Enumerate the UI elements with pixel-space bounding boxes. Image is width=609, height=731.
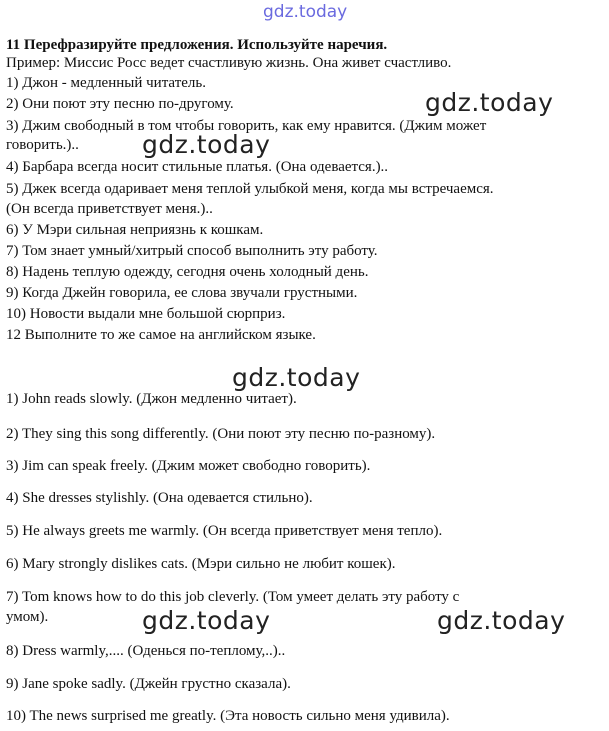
- answer-item: 1) John reads slowly. (Джон медленно читает).: [6, 391, 297, 407]
- watermark: gdz.today: [142, 130, 271, 159]
- task-11-item: 9) Когда Джейн говорила, ее слова звучали грустными.: [6, 285, 358, 301]
- task-11-example: Пример: Миссис Росс ведет счастливую жизнь. Она живет счастливо.: [6, 55, 452, 71]
- task-11-item: 8) Надень теплую одежду, сегодня очень холодный день.: [6, 264, 369, 280]
- task-11-item: 5) Джек всегда одаривает меня теплой улыбкой меня, когда мы встречаемся.: [6, 181, 494, 197]
- answer-item: 8) Dress warmly,.... (Оденься по-теплому,..)..: [6, 643, 286, 659]
- answer-item: 10) The news surprised me greatly. (Эта новость сильно меня удивила).: [6, 708, 450, 724]
- answer-item: 4) She dresses stylishly. (Она одевается стильно).: [6, 490, 313, 506]
- task-11-item: (Он всегда приветствует меня.)..: [6, 201, 213, 217]
- watermark: gdz.today: [232, 363, 361, 392]
- task-11-item: 10) Новости выдали мне большой сюрприз.: [6, 306, 286, 322]
- task-11-item: 6) У Мэри сильная неприязнь к кошкам.: [6, 222, 264, 238]
- watermark-top: gdz.today: [263, 2, 348, 22]
- watermark: gdz.today: [437, 606, 566, 635]
- task-11-item: 1) Джон - медленный читатель.: [6, 75, 206, 91]
- task-11-title: 11 Перефразируйте предложения. Используйте наречия.: [6, 37, 388, 53]
- task-12-title: 12 Выполните то же самое на английском языке.: [6, 327, 316, 343]
- answer-item: 3) Jim can speak freely. (Джим может свободно говорить).: [6, 458, 371, 474]
- answer-item: 6) Mary strongly dislikes cats. (Мэри сильно не любит кошек).: [6, 556, 396, 572]
- answer-item: 9) Jane spoke sadly. (Джейн грустно сказала).: [6, 676, 291, 692]
- task-11-item: 4) Барбара всегда носит стильные платья. (Она одевается.)..: [6, 159, 389, 175]
- watermark: gdz.today: [142, 606, 271, 635]
- task-11-item: 2) Они поют эту песню по-другому.: [6, 96, 234, 112]
- answer-item: 5) He always greets me warmly. (Он всегда приветствует меня тепло).: [6, 523, 443, 539]
- task-11-item: говорить.)..: [6, 137, 79, 153]
- answer-item: 7) Tom knows how to do this job cleverly. (Том умеет делать эту работу с: [6, 589, 460, 605]
- answer-item: 2) They sing this song differently. (Они поют эту песню по-разному).: [6, 426, 436, 442]
- watermark: gdz.today: [425, 88, 554, 117]
- task-11-item: 7) Том знает умный/хитрый способ выполнить эту работу.: [6, 243, 378, 259]
- task-11-item: 3) Джим свободный в том чтобы говорить, как ему нравится. (Джим может: [6, 118, 487, 134]
- answer-item: умом).: [6, 609, 49, 625]
